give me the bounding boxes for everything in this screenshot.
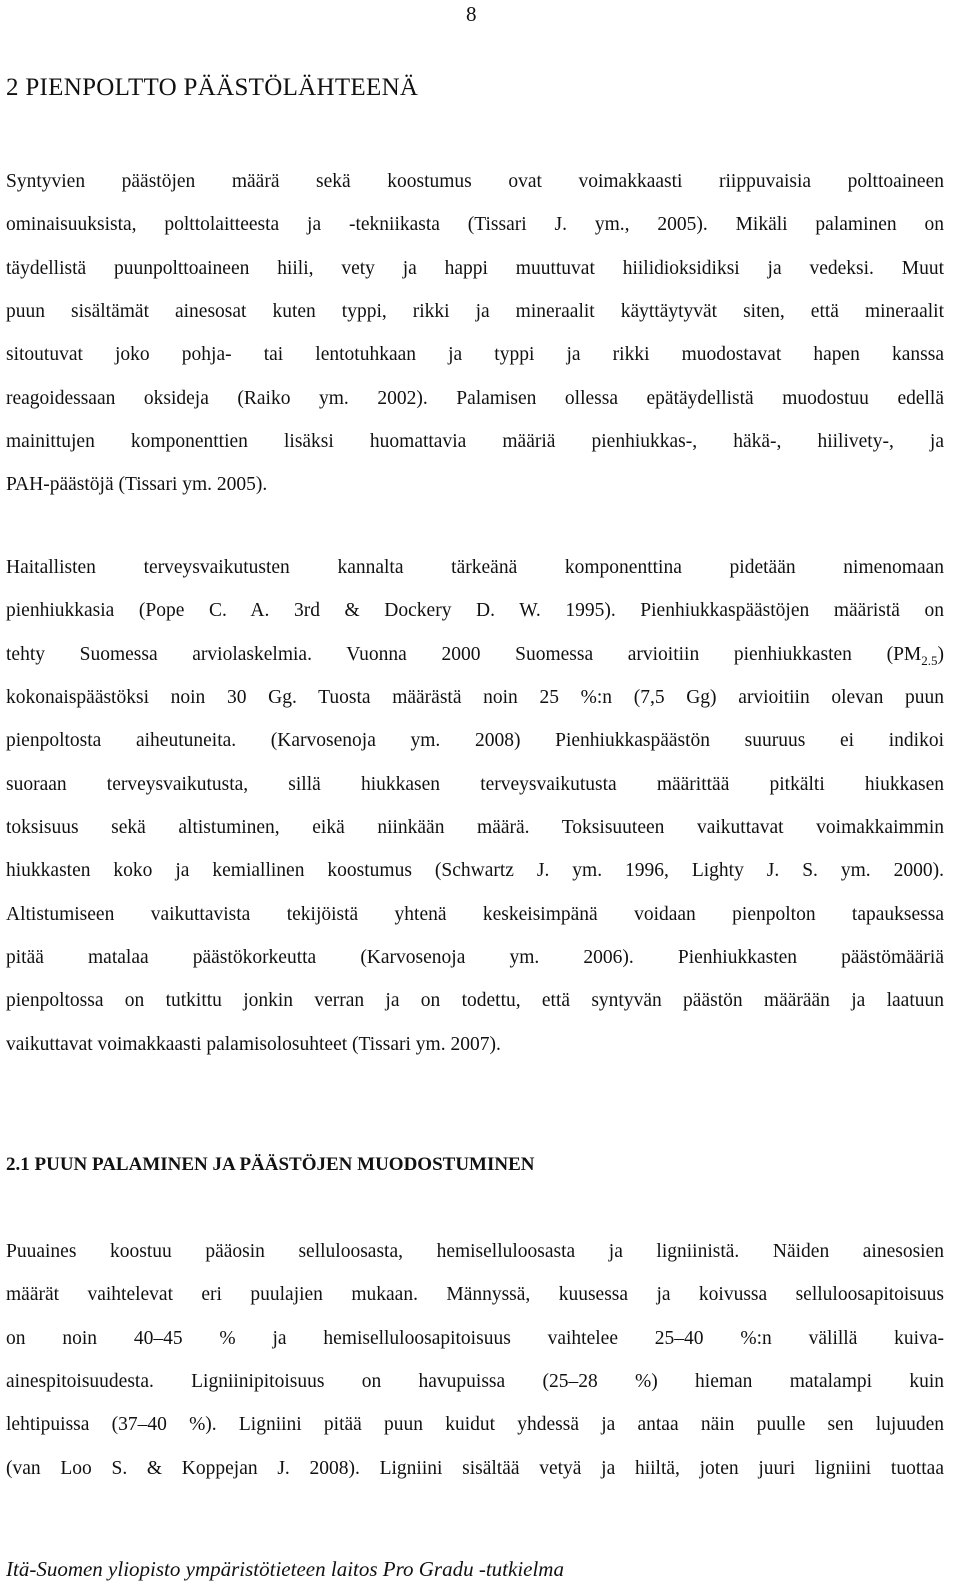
paragraph-text: tehty Suomessa arviolaskelmia. Vuonna 2000 Suomessa arvioitiin pienhiukkasten (PM xyxy=(6,643,922,665)
paragraph-line: pienpoltossa on tutkittu jonkin verran ja on todettu, että syntyvän päästön määrään ja laatuun xyxy=(6,990,944,1012)
paragraph-line: lehtipuissa (37–40 %). Ligniini pitää puun kuidut yhdessä ja antaa näin puulle sen lujuuden xyxy=(6,1414,944,1436)
paragraph-line: vaikuttavat voimakkaasti palamisolosuhteet (Tissari ym. 2007). xyxy=(6,1033,501,1055)
subscript: 2.5 xyxy=(921,652,938,668)
paragraph-line: Puuaines koostuu pääosin selluloosasta, hemiselluloosasta ja ligniinistä. Näiden ainesosien xyxy=(6,1241,944,1262)
paragraph-line: hiukkasten koko ja kemiallinen koostumus (Schwartz J. ym. 1996, Lighty J. S. ym. 2000). xyxy=(6,860,944,882)
paragraph-emissions-overview xyxy=(6,160,944,507)
paragraph-wood-composition xyxy=(6,1230,944,1490)
paragraph-line: toksisuus sekä altistuminen, eikä niinkään määrä. Toksisuuteen vaikuttavat voimakkaimmin xyxy=(6,817,944,839)
paragraph-line: mainittujen komponenttien lisäksi huomattavia määriä pienhiukkas-, häkä-, hiilivety-, ja xyxy=(6,431,944,453)
paragraph-line: pienpoltosta aiheutuneita. (Karvosenoja ym. 2008) Pienhiukkaspäästön suuruus ei indikoi xyxy=(6,730,944,752)
paragraph-line xyxy=(6,633,944,676)
paragraph-line: täydellistä puunpolttoaineen hiili, vety ja happi muuttuvat hiilidioksidiksi ja vedeksi. Muut xyxy=(6,257,944,279)
paragraph-line: pienhiukkasia (Pope C. A. 3rd & Dockery D. W. 1995). Pienhiukkaspäästöjen määristä on xyxy=(6,600,944,622)
paragraph-text: ) xyxy=(937,643,944,665)
paragraph-line: puun sisältämät ainesosat kuten typpi, rikki ja mineraalit käyttäytyvät siten, että mineraalit xyxy=(6,301,944,323)
page-number: 8 xyxy=(466,2,477,26)
paragraph-line: ainespitoisuudesta. Ligniinipitoisuus on havupuissa (25–28 %) hieman matalampi kuin xyxy=(6,1371,944,1393)
paragraph-line: reagoidessaan oksideja (Raiko ym. 2002). Palamisen ollessa epätäydellistä muodostuu edellä xyxy=(6,387,944,409)
paragraph-line: (van Loo S. & Koppejan J. 2008). Ligniini sisältää vetyä ja hiiltä, joten juuri ligniini tuottaa xyxy=(6,1457,944,1479)
paragraph-line: Altistumiseen vaikuttavista tekijöistä yhtenä keskeisimpänä voidaan pienpolton tapauksessa xyxy=(6,903,944,925)
paragraph-fine-particles xyxy=(6,546,944,1066)
paragraph-line: sitoutuvat joko pohja- tai lentotuhkaan ja typpi ja rikki muodostavat hapen kanssa xyxy=(6,344,944,366)
paragraph-line: kokonaispäästöksi noin 30 Gg. Tuosta määrästä noin 25 %:n (7,5 Gg) arvioitiin olevan puun xyxy=(6,687,944,709)
chapter-heading: 2 PIENPOLTTO PÄÄSTÖLÄHTEENÄ xyxy=(6,74,419,101)
paragraph-line: ominaisuuksista, polttolaitteesta ja -tekniikasta (Tissari J. ym., 2005). Mikäli palaminen on xyxy=(6,214,944,236)
paragraph-line: Haitallisten terveysvaikutusten kannalta tärkeänä komponenttina pidetään nimenomaan xyxy=(6,557,944,578)
paragraph-line: suoraan terveysvaikutusta, sillä hiukkasen terveysvaikutusta määrittää pitkälti hiukkasen xyxy=(6,773,944,795)
paragraph-line: pitää matalaa päästökorkeutta (Karvosenoja ym. 2006). Pienhiukkasten päästömääriä xyxy=(6,947,944,969)
paragraph-line: Syntyvien päästöjen määrä sekä koostumus ovat voimakkaasti riippuvaisia polttoaineen xyxy=(6,171,944,192)
section-heading: 2.1 PUUN PALAMINEN JA PÄÄSTÖJEN MUODOSTUMINEN xyxy=(6,1154,535,1175)
paragraph-line: on noin 40–45 % ja hemiselluloosapitoisuus vaihtelee 25–40 %:n välillä kuiva- xyxy=(6,1327,944,1349)
paragraph-line: PAH-päästöjä (Tissari ym. 2005). xyxy=(6,474,268,496)
page-footer: Itä-Suomen yliopisto ympäristötieteen laitos Pro Gradu -tutkielma xyxy=(6,1557,564,1581)
paragraph-line: määrät vaihtelevat eri puulajien mukaan. Männyssä, kuusessa ja koivussa selluloosapitoisuus xyxy=(6,1284,944,1306)
